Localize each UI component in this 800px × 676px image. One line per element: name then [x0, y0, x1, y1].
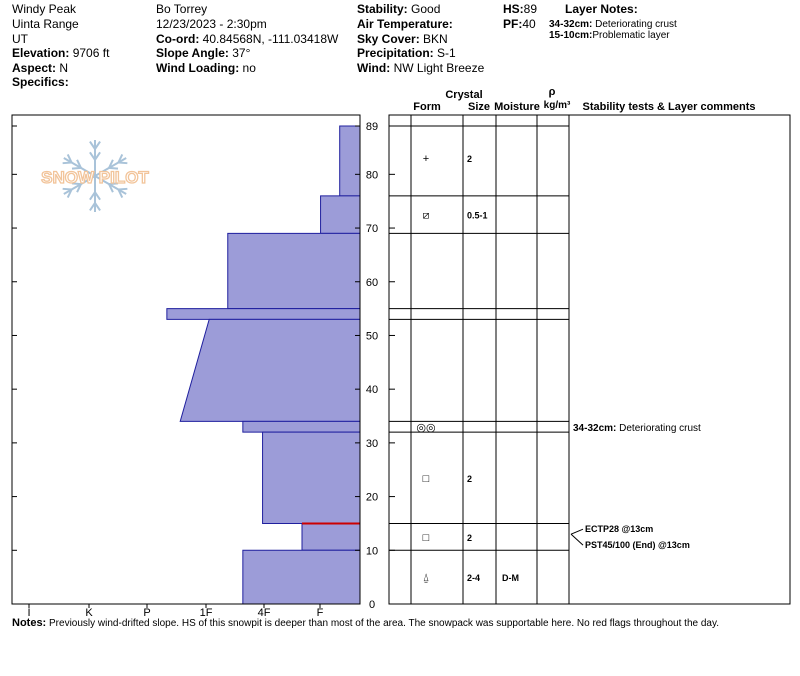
layer-note-2-text: Problematic layer — [592, 30, 670, 41]
layer-size: 2 — [467, 532, 473, 543]
stability-label: Stability: — [357, 2, 408, 16]
hardness-tick-label: K — [85, 607, 93, 619]
layer-boundaries — [389, 126, 569, 604]
stability-value: Good — [411, 2, 441, 16]
layer-size: 2 — [467, 154, 473, 165]
pf-label: PF: — [503, 17, 523, 31]
profile-layer — [263, 432, 360, 523]
col-crystal: Crystal — [445, 89, 483, 101]
depth-tick-label: 30 — [365, 437, 379, 450]
layer-form: + — [422, 153, 430, 166]
depth-tick-label: 50 — [365, 330, 379, 343]
flake-branch — [63, 163, 72, 164]
depth-tick-label: 70 — [365, 223, 379, 236]
hs-value: 89 — [523, 2, 538, 16]
slope-label: Slope Angle: — [156, 46, 229, 60]
hardness-tick-label: F — [316, 607, 324, 619]
profile-layer — [228, 233, 360, 308]
depth-tick-label: 89 — [365, 121, 379, 133]
slope-value: 37° — [232, 46, 251, 60]
stability-test: PST45/100 (End) @13cm — [585, 540, 690, 551]
snowpilot-logo — [41, 140, 149, 212]
flake-branch — [118, 189, 127, 190]
layer-cells — [416, 153, 519, 584]
layer-size: 2 — [467, 473, 473, 484]
depth-tick-label: 40 — [365, 384, 379, 397]
sky-value: BKN — [423, 32, 448, 46]
range: Uinta Range — [12, 17, 79, 31]
profile-layer — [167, 309, 360, 320]
col-form: Form — [413, 101, 441, 113]
precip-value: S-1 — [437, 46, 456, 60]
layer-size: 0.5-1 — [467, 210, 488, 221]
wind-label: Wind: — [357, 61, 391, 75]
profile-layer — [180, 319, 360, 421]
layer-note-1-text: Deteriorating crust — [595, 19, 677, 30]
logo-text: SNOW PILOT — [41, 168, 149, 187]
profile-layer — [302, 523, 360, 550]
depth-tick-label: 60 — [365, 276, 379, 289]
hardness-tick-label: I — [27, 607, 31, 619]
table-columns — [411, 115, 569, 604]
hardness-tick-label: 4F — [257, 607, 271, 619]
hs-label: HS: — [503, 2, 524, 16]
profile-layer — [321, 196, 360, 234]
layer-comment: 34-32cm: Deteriorating crust — [573, 422, 701, 434]
layer-form: ⧄ — [422, 209, 430, 222]
hardness-tick-label: P — [143, 607, 151, 619]
layer-note-1-range: 34-32cm: — [549, 19, 593, 30]
specifics-label: Specifics: — [12, 75, 69, 89]
col-moisture: Moisture — [494, 101, 540, 113]
depth-tick-label: 0 — [368, 599, 376, 611]
profile-layer — [340, 126, 360, 196]
air-temp-label: Air Temperature: — [357, 17, 453, 31]
profile-layer — [243, 421, 360, 432]
precip-label: Precipitation: — [357, 46, 434, 60]
depth-tick-label: 20 — [365, 491, 379, 504]
layer-note-2-range: 15-10cm: — [549, 30, 593, 41]
depth-tick-label: 80 — [365, 169, 379, 182]
layer-notes-heading: Layer Notes: — [565, 2, 638, 16]
hardness-profile — [167, 126, 360, 604]
col-comments: Stability tests & Layer comments — [582, 101, 756, 113]
profile-layer — [243, 550, 360, 604]
layer-size: 2-4 — [467, 573, 481, 584]
wind-loading-label: Wind Loading: — [156, 61, 240, 75]
depth-tick-label: 10 — [365, 545, 379, 558]
elevation-value: 9706 ft — [72, 46, 110, 60]
hardness-tick-label: 1F — [199, 607, 213, 619]
layer-form: □ — [422, 531, 430, 544]
flake-branch — [118, 163, 127, 164]
location: Windy Peak — [12, 2, 77, 16]
test-pointer — [571, 529, 583, 534]
layer-form: □ — [422, 472, 430, 485]
stability-test: ECTP28 @13cm — [585, 524, 654, 535]
wind-value: NW Light Breeze — [393, 61, 485, 75]
aspect-value: N — [59, 61, 69, 75]
datetime: 12/23/2023 - 2:30pm — [156, 17, 267, 31]
col-rho: ρ — [548, 86, 556, 98]
wind-loading-value: no — [242, 61, 256, 75]
col-density-unit: kg/m³ — [543, 100, 571, 111]
notes-text: Previously wind-drifted slope. HS of this snowpit is deeper than most of the area. The snowpack was supportable here. No red flags throughout the day. — [49, 618, 720, 629]
observer: Bo Torrey — [156, 2, 208, 16]
elevation-label: Elevation: — [12, 46, 70, 60]
layer-comments — [571, 423, 701, 550]
pf-value: 40 — [522, 17, 536, 31]
state: UT — [12, 32, 28, 46]
notes — [12, 617, 719, 629]
layer-form: ⍙ — [422, 572, 430, 585]
layer-moisture: D-M — [502, 573, 519, 584]
test-pointer — [571, 534, 583, 545]
coord-value: 40.84568N, -111.03418W — [202, 32, 339, 46]
layer-form: ◎◎ — [416, 421, 436, 434]
flake-branch — [63, 189, 72, 190]
aspect-label: Aspect: — [12, 61, 57, 75]
sky-label: Sky Cover: — [357, 32, 420, 46]
coord-label: Co-ord: — [156, 32, 200, 46]
notes-label: Notes: — [12, 617, 47, 629]
col-size: Size — [467, 101, 491, 113]
